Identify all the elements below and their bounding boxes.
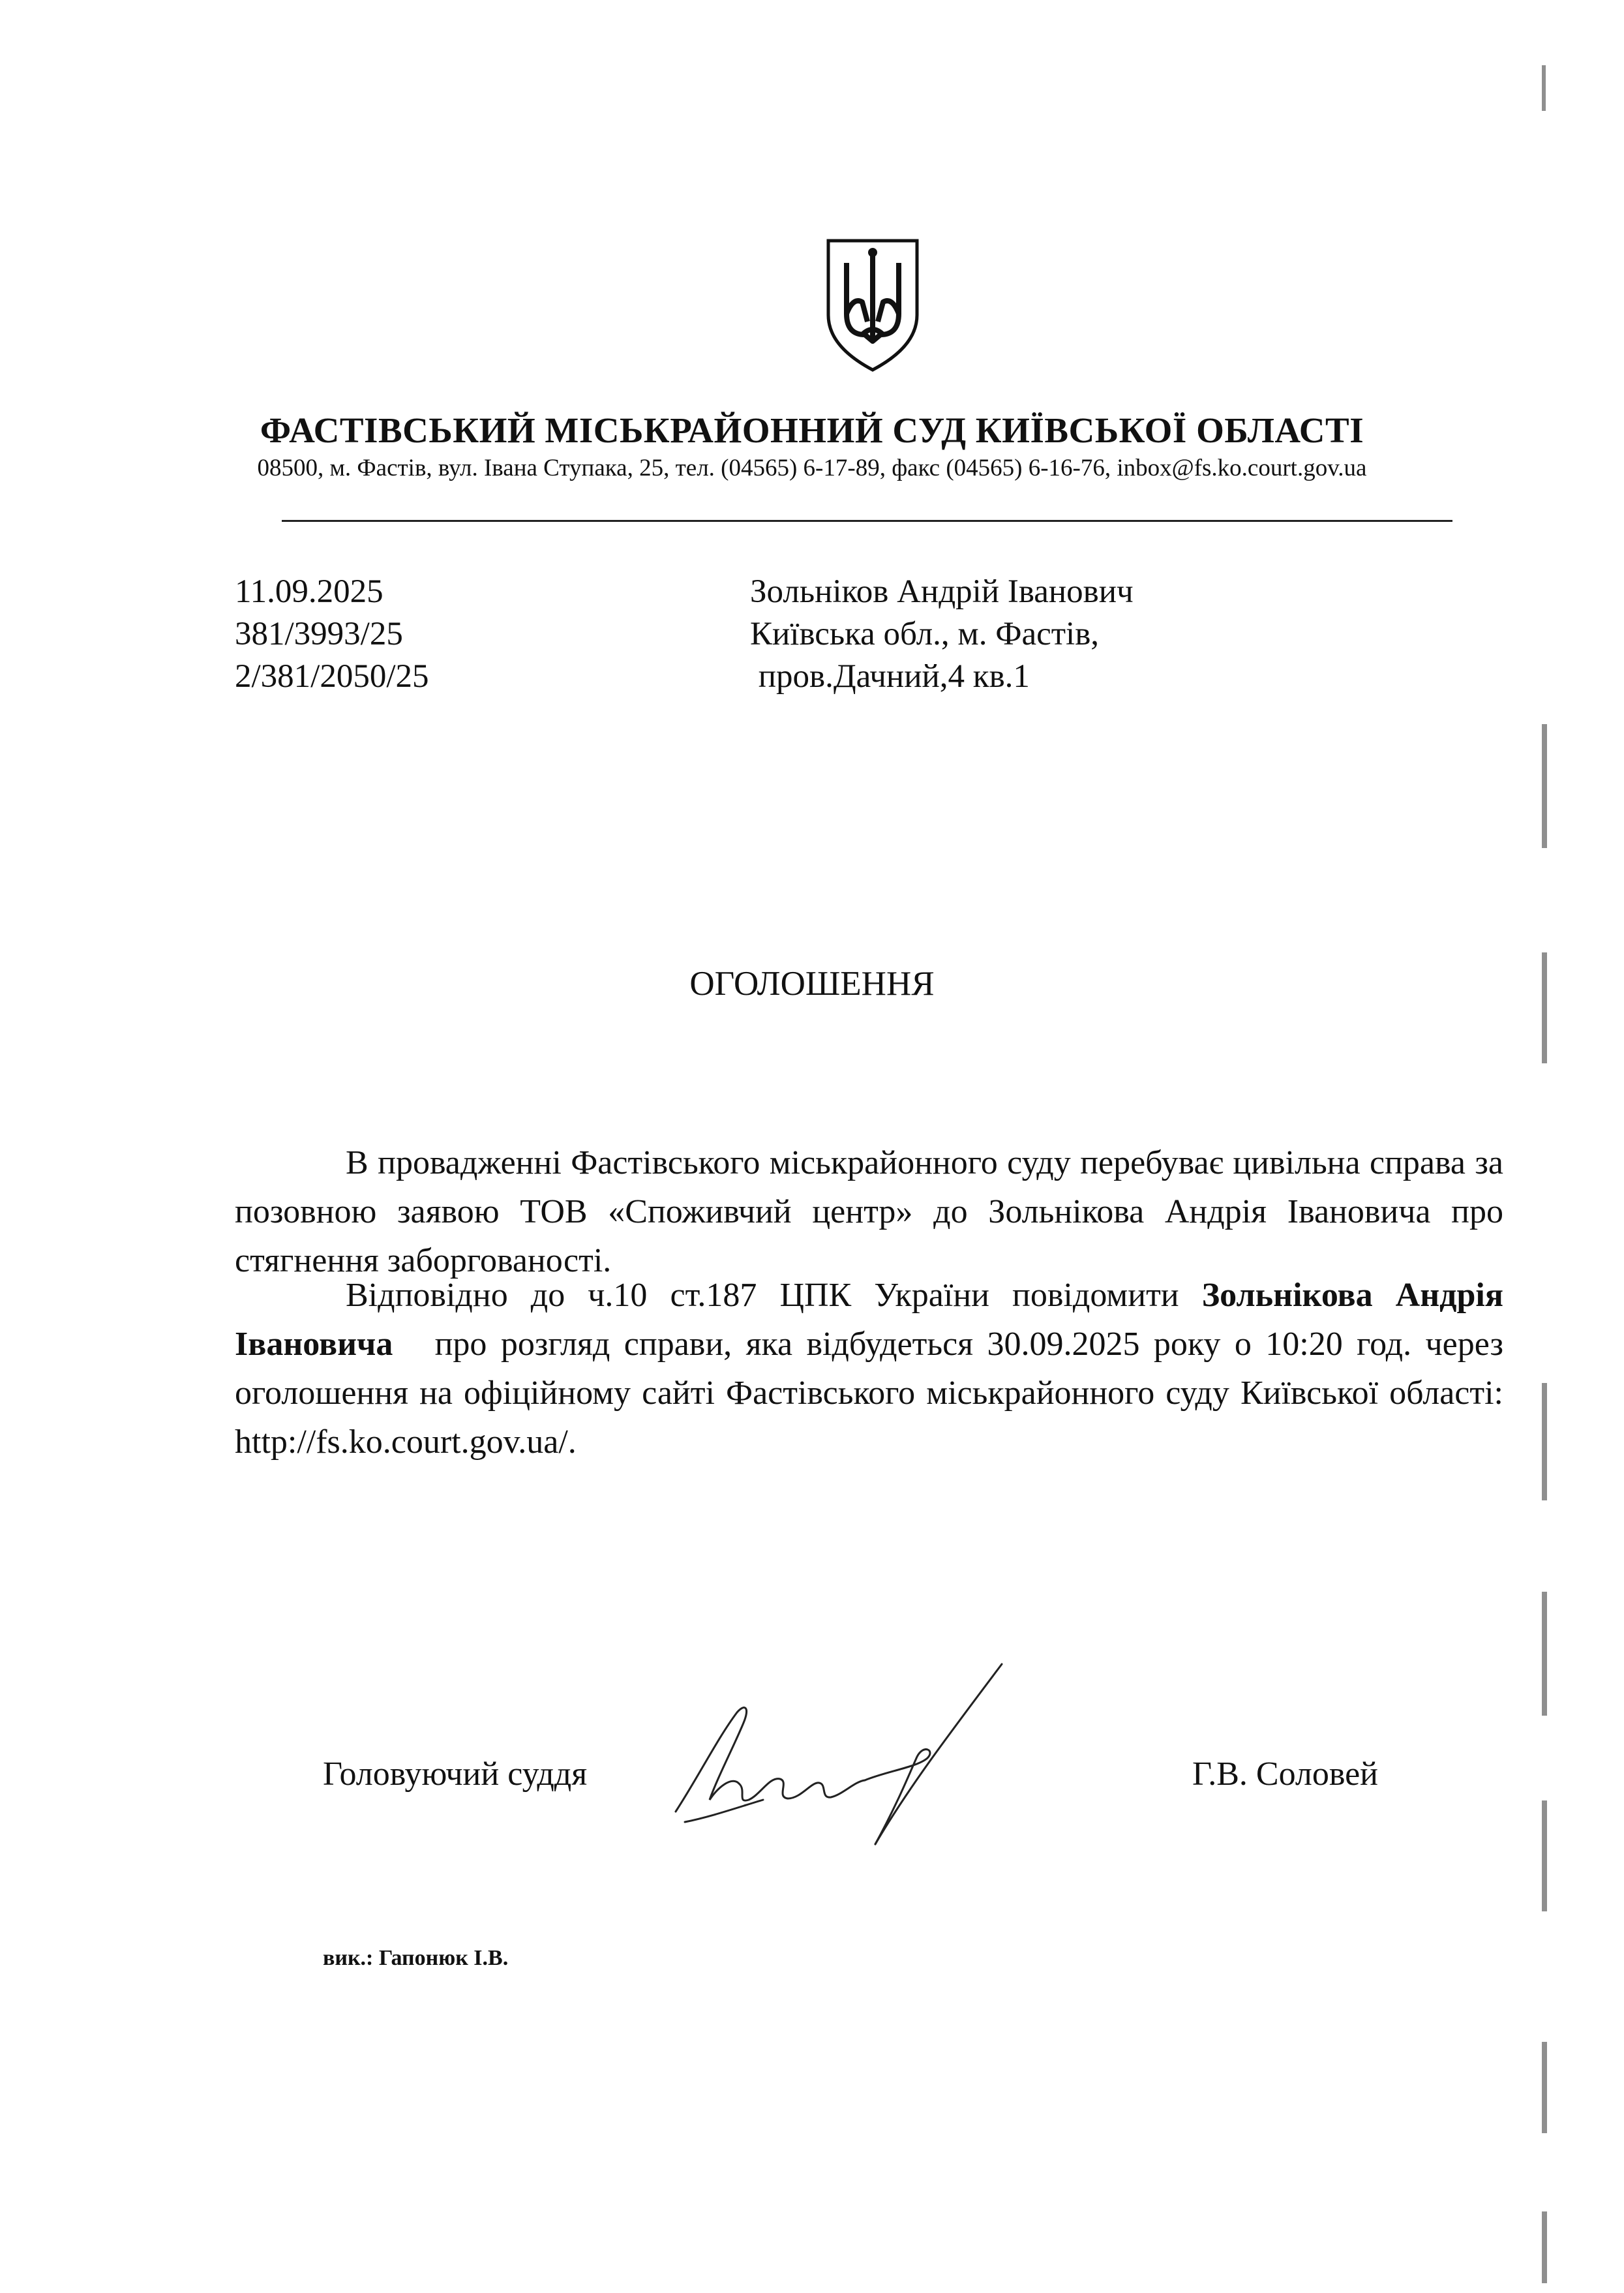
scan-artifact xyxy=(1542,1383,1547,1500)
body-paragraph-2-end: про розгляд справи, яка відбудеться 30.09.2025 року о 10:20 год. через оголошення на офіційному сайті Фастівського міськрайонного суду Київської області: http://fs.ko.court.gov.ua/. xyxy=(235,1326,1512,1461)
executor-note: вик.: Гапонюк І.В. xyxy=(323,1946,509,1970)
notice-title: ОГОЛОШЕННЯ xyxy=(689,965,935,1003)
scan-artifact xyxy=(1542,65,1546,111)
recipient-address-line2: пров.Дачний,4 кв.1 xyxy=(750,658,1030,695)
scan-artifact xyxy=(1542,2211,1547,2283)
case-number: 381/3993/25 xyxy=(235,616,403,652)
letter-date: 11.09.2025 xyxy=(235,573,383,610)
recipient-name: Зольніков Андрій Іванович xyxy=(750,573,1134,610)
scan-artifact xyxy=(1542,1592,1547,1716)
body-paragraph-1-text: В провадженні Фастівського міськрайонного суду перебуває цивільна справа за позовною заявою ТОВ «Споживчий центр» до Зольнікова Андрія Івановича про стягнення заборгованості. xyxy=(235,1144,1503,1279)
proceeding-number: 2/381/2050/25 xyxy=(235,658,429,695)
signatory-role: Головуючий суддя xyxy=(323,1755,588,1793)
defendant-name-bold: Зольнікова Андрія Івановича xyxy=(235,1277,1503,1363)
scan-artifact xyxy=(1542,2042,1547,2133)
signatory-name: Г.В. Соловей xyxy=(1192,1755,1378,1793)
body-paragraph-1 xyxy=(235,1138,1503,1285)
body-paragraph-2-start: Відповідно до ч.10 ст.187 ЦПК України повідомити xyxy=(346,1277,1202,1314)
header-divider xyxy=(282,520,1452,522)
recipient-address-line1: Київська обл., м. Фастів, xyxy=(750,616,1100,652)
body-paragraph-2 xyxy=(235,1271,1512,1466)
court-contacts: 08500, м. Фастів, вул. Івана Ступака, 25, тел. (04565) 6-17-89, факс (04565) 6-16-76, inbox@fs.ko.court.gov.ua xyxy=(257,455,1367,481)
trident-emblem-icon xyxy=(823,237,922,374)
scan-artifact xyxy=(1542,952,1547,1063)
handwritten-signature xyxy=(672,1660,1024,1856)
court-name: ФАСТІВСЬКИЙ МІСЬКРАЙОННИЙ СУД КИЇВСЬКОЇ ОБЛАСТІ xyxy=(260,410,1364,450)
scan-artifact xyxy=(1542,1800,1547,1911)
scan-artifact xyxy=(1542,724,1547,848)
